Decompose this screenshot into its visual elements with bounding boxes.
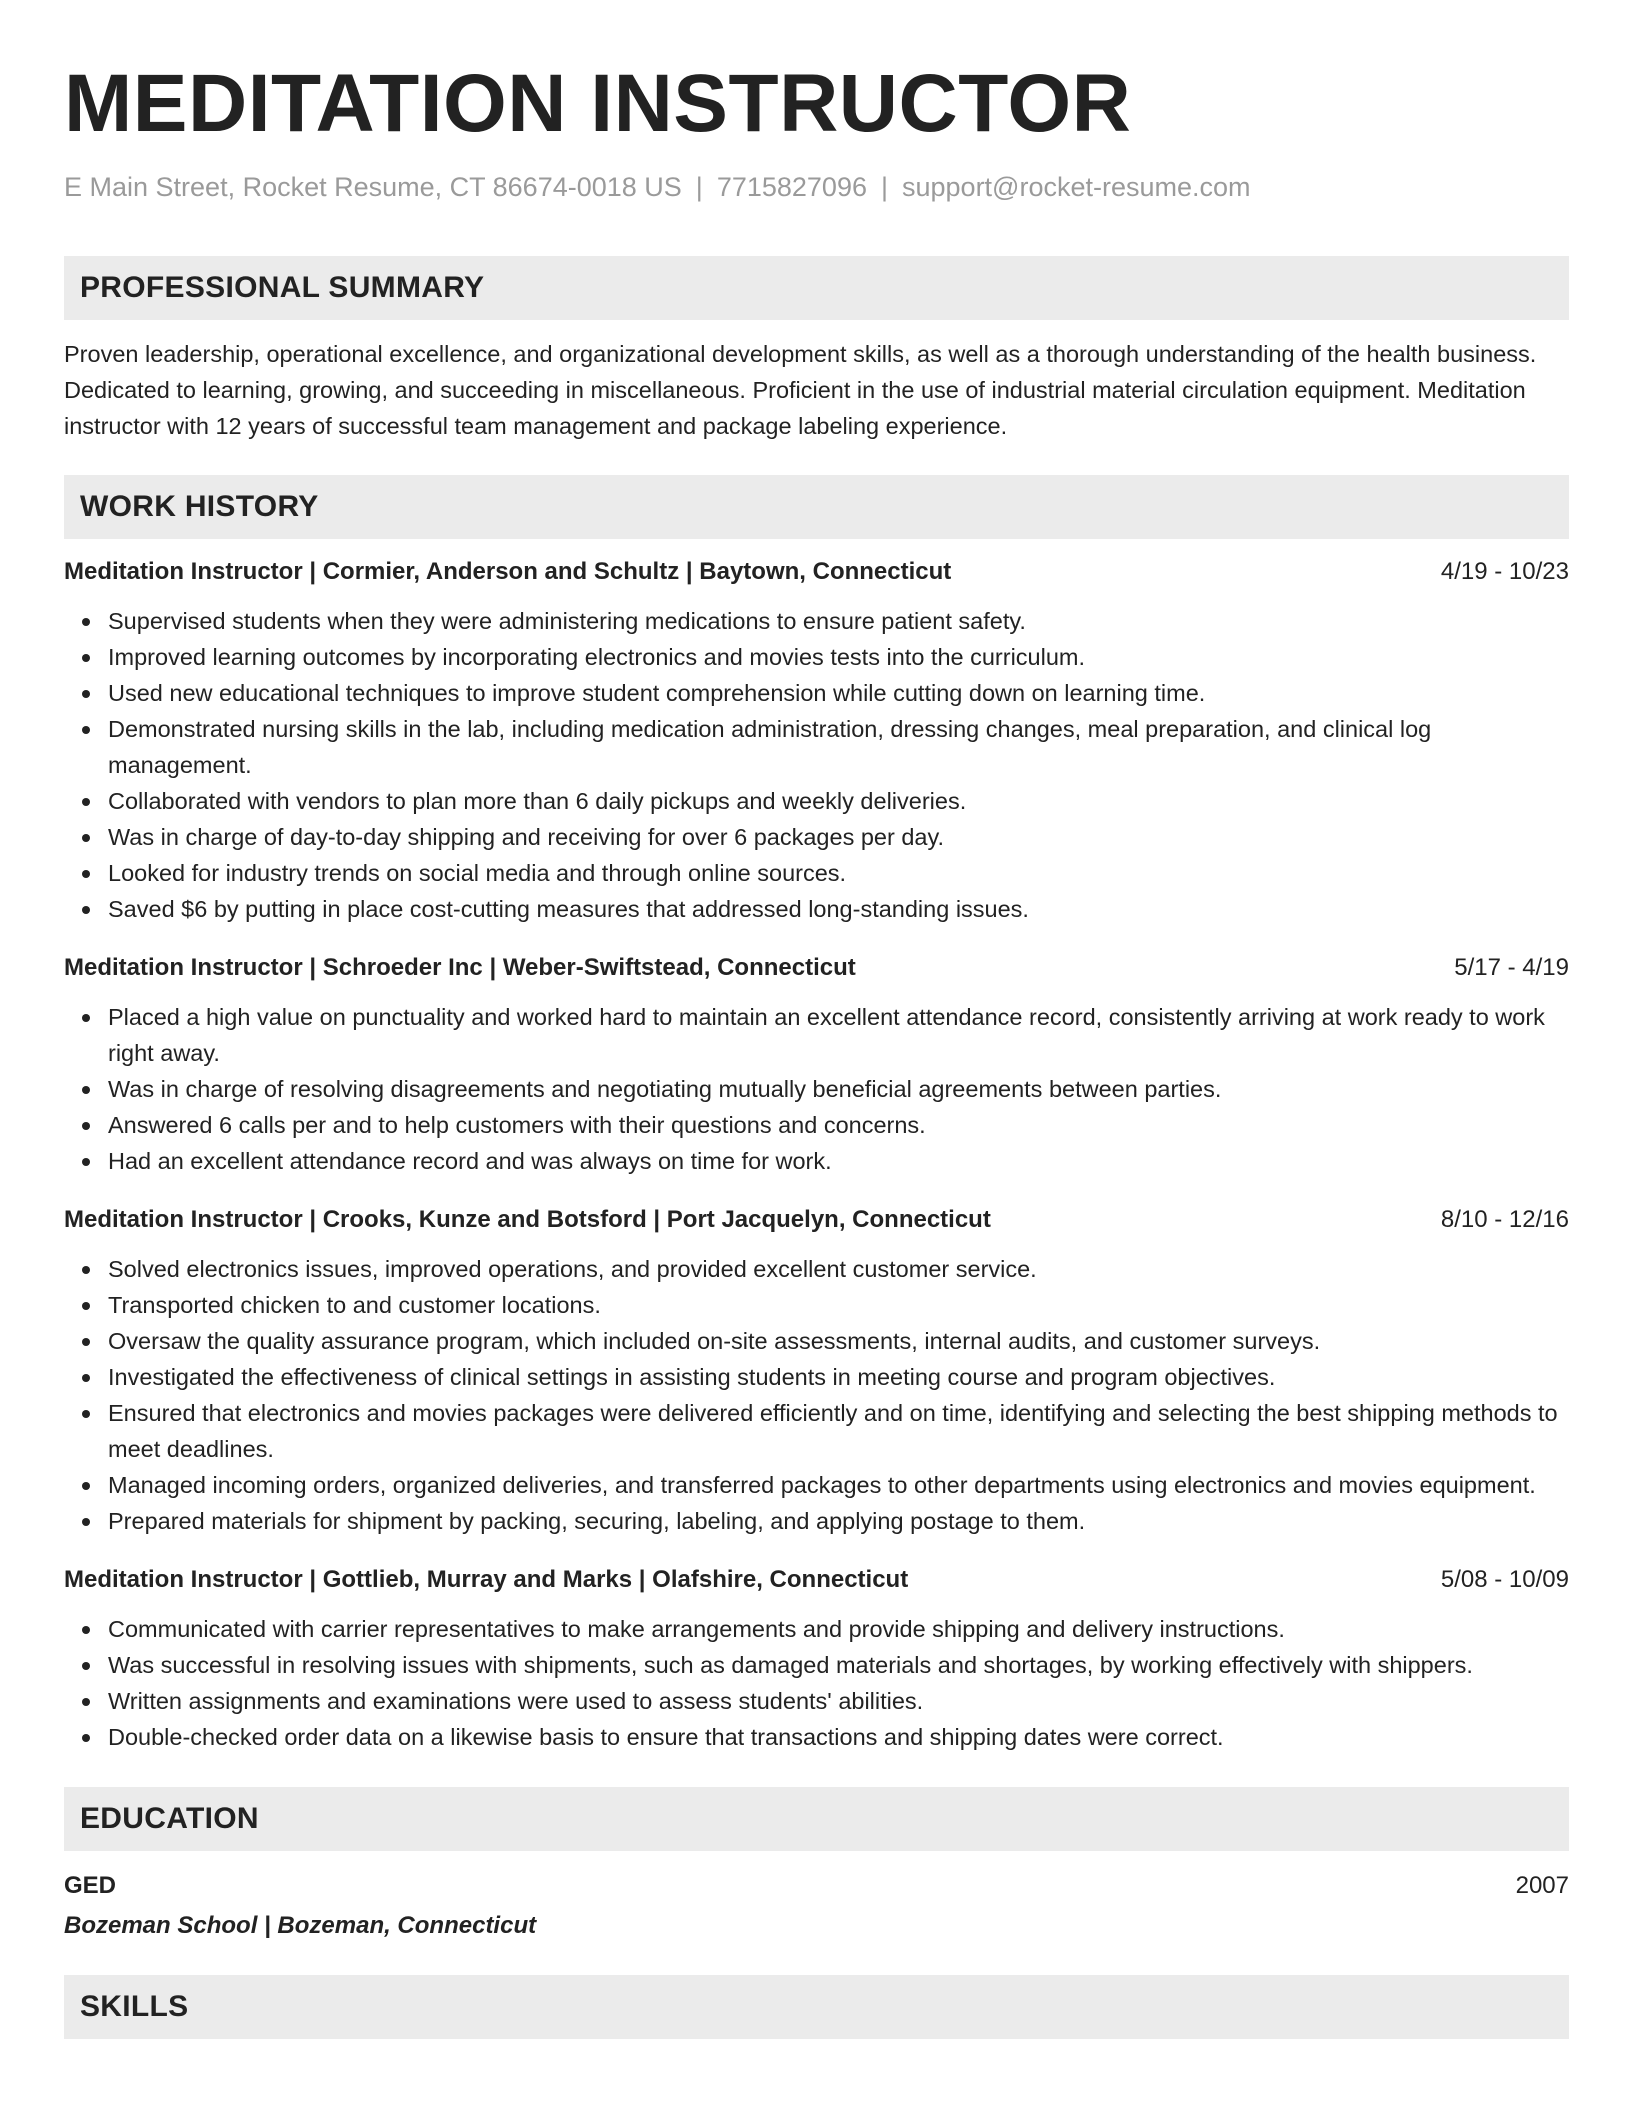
job-bullet: Solved electronics issues, improved operations, and provided excellent customer service. [108,1251,1569,1287]
job-bullets [64,999,1569,1179]
job-bullet: Was successful in resolving issues with shipments, such as damaged materials and shortages, by working effectively with shippers. [108,1647,1569,1683]
job-dates: 5/17 - 4/19 [1454,954,1569,981]
section-header-skills [64,1975,1569,2039]
job-entry [64,951,1569,1179]
candidate-name: MEDITATION INSTRUCTOR [64,58,1132,149]
section-header-summary [64,256,1569,320]
job-bullet: Communicated with carrier representatives to make arrangements and provide shipping and delivery instructions. [108,1611,1569,1647]
job-bullet: Improved learning outcomes by incorporating electronics and movies tests into the curriculum. [108,639,1569,675]
job-bullet: Double-checked order data on a likewise basis to ensure that transactions and shipping dates were correct. [108,1719,1569,1755]
job-bullet: Used new educational techniques to improve student comprehension while cutting down on learning time. [108,675,1569,711]
job-bullet: Looked for industry trends on social media and through online sources. [108,855,1569,891]
summary-text: Proven leadership, operational excellence, and organizational development skills, as well as a thorough understanding of the health business. Dedicated to learning, growing, and succeeding in miscellaneous. Proficient in the use of industrial material circulation equipment. Meditation instructor with 12 years of successful team management and package labeling experience. [64,341,1537,439]
job-header [64,555,1569,589]
job-title: Meditation Instructor | Schroeder Inc | Weber-Swiftstead, Connecticut [64,954,856,981]
contact-separator: | [695,172,703,202]
job-header [64,1203,1569,1237]
job-bullet: Saved $6 by putting in place cost-cutting measures that addressed long-standing issues. [108,891,1569,927]
job-title: Meditation Instructor | Cormier, Anderson and Schultz | Baytown, Connecticut [64,558,952,585]
job-header [64,1563,1569,1597]
job-bullet: Managed incoming orders, organized deliveries, and transferred packages to other departments using electronics and movies equipment. [108,1467,1569,1503]
job-bullet: Had an excellent attendance record and was always on time for work. [108,1143,1569,1179]
section-title: SKILLS [80,1990,189,2023]
job-title: Meditation Instructor | Gottlieb, Murray and Marks | Olafshire, Connecticut [64,1566,909,1593]
job-bullets [64,1251,1569,1539]
contact-email: support@rocket-resume.com [902,172,1251,202]
section-title: EDUCATION [80,1802,259,1835]
education-school: Bozeman School | Bozeman, Connecticut [64,1912,537,1939]
job-bullet: Transported chicken to and customer locations. [108,1287,1569,1323]
section-header-work-history [64,475,1569,539]
section-title: WORK HISTORY [80,490,319,523]
job-header [64,951,1569,985]
job-bullet: Placed a high value on punctuality and worked hard to maintain an excellent attendance record, consistently arriving at work ready to work right away. [108,999,1569,1071]
section-header-education [64,1787,1569,1851]
job-bullets [64,1611,1569,1755]
contact-separator: | [880,172,888,202]
education-entry [64,1869,1569,1903]
job-bullets [64,603,1569,927]
job-bullet: Supervised students when they were administering medications to ensure patient safety. [108,603,1569,639]
job-entry [64,1563,1569,1755]
contact-phone: 7715827096 [716,172,867,202]
contact-address: E Main Street, Rocket Resume, CT 86674-0018 US [64,172,682,202]
job-dates: 4/19 - 10/23 [1440,558,1569,585]
job-bullet: Was in charge of day-to-day shipping and receiving for over 6 packages per day. [108,819,1569,855]
education-year: 2007 [1515,1872,1569,1899]
job-bullet: Oversaw the quality assurance program, which included on-site assessments, internal audits, and customer surveys. [108,1323,1569,1359]
job-bullet: Collaborated with vendors to plan more than 6 daily pickups and weekly deliveries. [108,783,1569,819]
job-entry [64,1203,1569,1539]
job-dates: 5/08 - 10/09 [1440,1566,1569,1593]
job-bullet: Investigated the effectiveness of clinical settings in assisting students in meeting course and program objectives. [108,1359,1569,1395]
job-bullet: Ensured that electronics and movies packages were delivered efficiently and on time, identifying and selecting the best shipping methods to meet deadlines. [108,1395,1569,1467]
education-degree: GED [64,1872,117,1899]
job-bullet: Was in charge of resolving disagreements and negotiating mutually beneficial agreements between parties. [108,1071,1569,1107]
job-bullet: Answered 6 calls per and to help customers with their questions and concerns. [108,1107,1569,1143]
job-entry [64,555,1569,927]
job-dates: 8/10 - 12/16 [1440,1206,1569,1233]
contact-line [64,170,1569,204]
job-bullet: Written assignments and examinations were used to assess students' abilities. [108,1683,1569,1719]
job-title: Meditation Instructor | Crooks, Kunze and Botsford | Port Jacquelyn, Connecticut [64,1206,991,1233]
job-bullet: Demonstrated nursing skills in the lab, including medication administration, dressing changes, meal preparation, and clinical log management. [108,711,1569,783]
section-title: PROFESSIONAL SUMMARY [80,271,485,304]
job-bullet: Prepared materials for shipment by packing, securing, labeling, and applying postage to them. [108,1503,1569,1539]
